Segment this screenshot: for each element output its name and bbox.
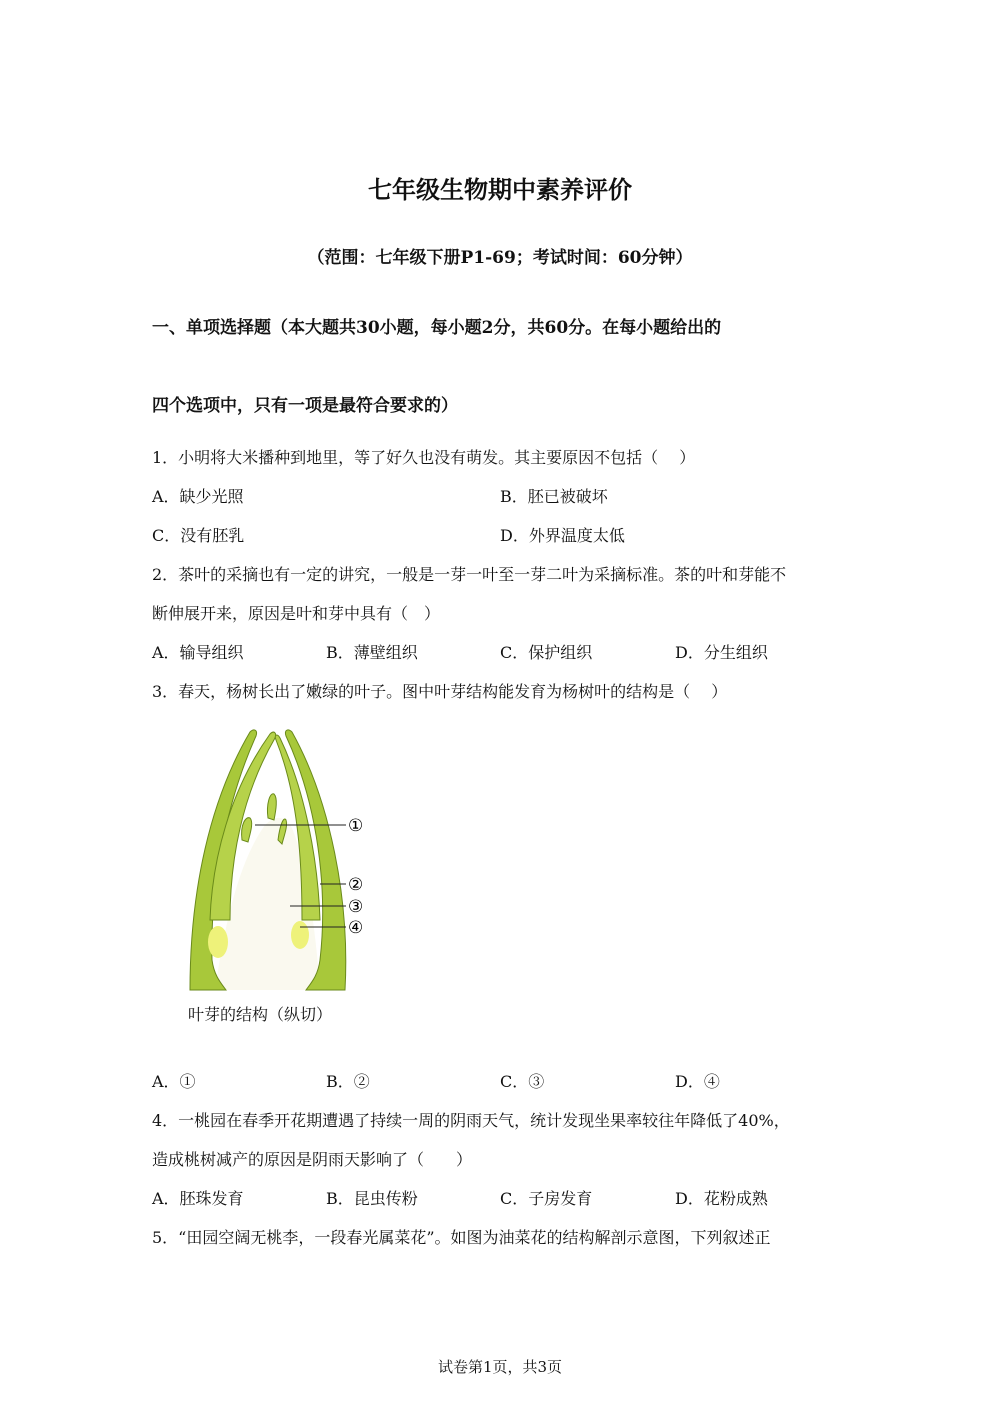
page-subtitle: （范围：七年级下册P1-69；考试时间：60分钟）: [307, 248, 693, 268]
question-2-option-c: C．保护组织: [500, 643, 593, 662]
leaf-bud-svg: [180, 720, 380, 1000]
question-4-option-c: C．子房发育: [500, 1189, 593, 1208]
question-3-option-b: B．②: [326, 1072, 370, 1091]
question-1-option-c: C．没有胚乳: [152, 526, 245, 545]
question-4-stem-line1: 4．一桃园在春季开花期遭遇了持续一周的阴雨天气，统计发现坐果率较往年降低了40%，: [152, 1111, 790, 1130]
question-3-option-d: D．④: [675, 1072, 720, 1091]
question-3-option-c: C．③: [500, 1072, 545, 1091]
question-3-stem: 3．春天，杨树长出了嫩绿的叶子。图中叶芽结构能发育为杨树叶的结构是（ ）: [152, 682, 728, 701]
section-heading-line2: 四个选项中，只有一项是最符合要求的）: [152, 396, 458, 416]
leaf-bud-diagram: [180, 720, 380, 1000]
figure-caption: 叶芽的结构（纵切）: [188, 1005, 333, 1024]
question-1-option-a: A．缺少光照: [152, 487, 244, 506]
question-3-option-a: A．①: [152, 1072, 196, 1091]
page-footer: 试卷第1页，共3页: [437, 1358, 563, 1376]
question-1-option-b: B．胚已被破坏: [500, 487, 608, 506]
question-1-option-d: D．外界温度太低: [500, 526, 625, 545]
figure-label-4: ④: [348, 918, 364, 938]
right-leaf-base: [291, 921, 309, 949]
question-2-stem-line2: 断伸展开来，原因是叶和芽中具有（ ）: [152, 604, 441, 623]
question-4-stem-line2: 造成桃树减产的原因是阴雨天影响了（ ）: [152, 1150, 473, 1169]
question-4-option-b: B．昆虫传粉: [326, 1189, 418, 1208]
figure-label-2: ②: [348, 875, 364, 895]
figure-label-3: ③: [348, 897, 364, 917]
question-5-stem: 5．“田园空阔无桃李，一段春光属菜花”。如图为油菜花的结构解剖示意图，下列叙述正: [152, 1228, 771, 1247]
leaf-primordium-left: [242, 818, 252, 842]
section-heading-line1: 一、单项选择题（本大题共30小题，每小题2分，共60分。在每小题给出的: [152, 318, 722, 338]
question-4-option-a: A．胚珠发育: [152, 1189, 244, 1208]
page-title: 七年级生物期中素养评价: [368, 176, 632, 204]
question-2-stem-line1: 2．茶叶的采摘也有一定的讲究，一般是一芽一叶至一芽二叶为采摘标准。茶的叶和芽能不: [152, 565, 787, 584]
figure-label-1: ①: [348, 816, 364, 836]
question-2-option-b: B．薄壁组织: [326, 643, 418, 662]
question-4-option-d: D．花粉成熟: [675, 1189, 768, 1208]
left-leaf-base: [208, 926, 228, 958]
question-2-option-d: D．分生组织: [675, 643, 768, 662]
leaf-primordium-center: [267, 794, 276, 820]
question-2-option-a: A．输导组织: [152, 643, 244, 662]
question-1-stem: 1．小明将大米播种到地里，等了好久也没有萌发。其主要原因不包括（ ）: [152, 448, 696, 467]
